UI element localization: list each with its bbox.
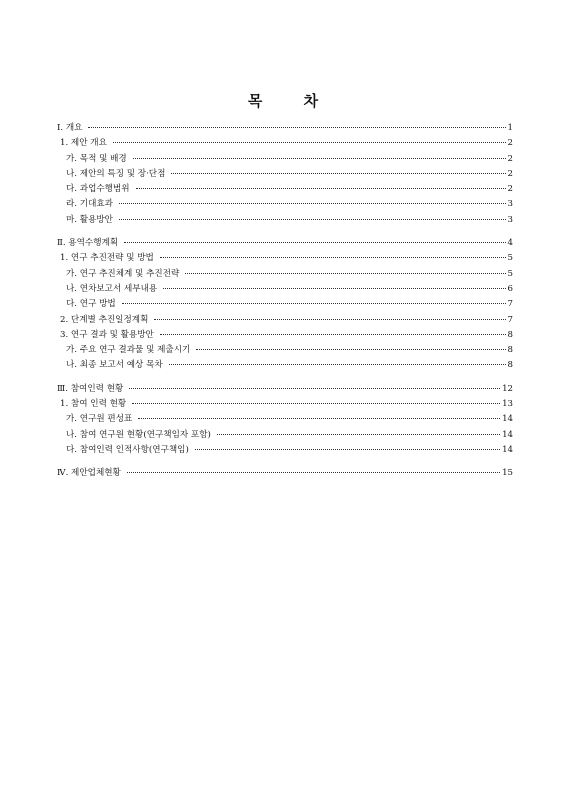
toc-entry-page: 8 — [507, 345, 513, 356]
leader-dots — [160, 257, 506, 258]
leader-dots — [185, 273, 505, 274]
toc-entry[interactable] — [57, 343, 513, 358]
toc-entry[interactable] — [57, 236, 513, 251]
toc-entry-label: 다. 과업수행범위 — [66, 184, 130, 195]
leader-dots — [88, 127, 505, 128]
toc-entry-page: 14 — [502, 444, 513, 455]
leader-dots — [127, 472, 500, 473]
leader-dots — [122, 303, 506, 304]
toc-entry[interactable] — [57, 412, 513, 427]
leader-dots — [119, 219, 506, 220]
toc-entry[interactable] — [57, 121, 513, 136]
toc-entry-page: 14 — [502, 414, 513, 425]
toc-entry-label: Ⅰ. 개요 — [57, 123, 83, 133]
toc-entry[interactable] — [57, 197, 513, 212]
leader-dots — [163, 288, 505, 289]
toc-entry-page: 5 — [507, 268, 513, 279]
toc-entry-page: 1 — [507, 123, 513, 133]
leader-dots — [169, 364, 506, 365]
toc-entry[interactable] — [57, 251, 513, 266]
toc-entry-label: 나. 연차보고서 세부내용 — [66, 283, 158, 294]
toc-entry-page: 6 — [507, 283, 513, 294]
toc-entry[interactable] — [57, 182, 513, 197]
toc-entry[interactable] — [57, 443, 513, 458]
table-of-contents — [57, 121, 513, 482]
toc-entry[interactable] — [57, 397, 513, 412]
toc-entry-label: Ⅲ. 참여인력 현황 — [57, 383, 124, 394]
leader-dots — [138, 418, 500, 419]
toc-entry-page: 3 — [507, 199, 513, 210]
leader-dots — [171, 173, 505, 174]
leader-dots — [196, 349, 505, 350]
toc-entry-page: 8 — [507, 360, 513, 371]
toc-entry-label: 1. 참여 인력 현황 — [60, 399, 127, 410]
toc-entry-page: 3 — [507, 214, 513, 225]
toc-entry-label: 마. 활용방안 — [66, 214, 113, 225]
toc-entry[interactable] — [57, 328, 513, 343]
toc-entry-page: 7 — [507, 314, 513, 325]
leader-dots — [119, 203, 506, 204]
leader-dots — [129, 388, 500, 389]
toc-entry-label: 3. 연구 결과 및 활용방안 — [60, 329, 154, 340]
toc-entry[interactable] — [57, 466, 513, 481]
leader-dots — [160, 334, 506, 335]
leader-dots — [136, 188, 506, 189]
leader-dots — [133, 158, 506, 159]
toc-entry-page: 2 — [507, 138, 513, 149]
toc-entry[interactable] — [57, 428, 513, 443]
toc-entry[interactable] — [57, 282, 513, 297]
leader-dots — [113, 142, 506, 143]
toc-entry-label: Ⅱ. 용역수행계획 — [57, 238, 119, 249]
toc-entry-page: 4 — [507, 238, 513, 249]
toc-entry-page: 2 — [507, 184, 513, 195]
toc-entry[interactable] — [57, 136, 513, 151]
toc-entry-label: 다. 연구 방법 — [66, 299, 116, 310]
toc-entry-page: 2 — [507, 153, 513, 164]
toc-entry-label: 나. 최종 보고서 예상 목차 — [66, 360, 163, 371]
toc-entry-label: 1. 제안 개요 — [60, 138, 107, 149]
toc-entry-page: 14 — [502, 429, 513, 440]
leader-dots — [124, 242, 505, 243]
page-title: 목 차 — [247, 92, 337, 110]
toc-entry-page: 5 — [507, 253, 513, 264]
toc-entry[interactable] — [57, 267, 513, 282]
toc-entry[interactable] — [57, 382, 513, 397]
toc-entry-page: 2 — [507, 168, 513, 179]
toc-entry-label: 가. 목적 및 배경 — [66, 153, 127, 164]
toc-entry[interactable] — [57, 297, 513, 312]
toc-entry[interactable] — [57, 313, 513, 328]
toc-entry-label: 가. 연구 추진체계 및 추진전략 — [66, 268, 180, 279]
leader-dots — [217, 434, 500, 435]
toc-entry-label: 나. 참여 연구원 현황(연구책임자 포함) — [66, 429, 211, 440]
toc-entry[interactable] — [57, 152, 513, 167]
leader-dots — [154, 319, 505, 320]
toc-entry-label: 라. 기대효과 — [66, 199, 113, 210]
toc-entry-label: 다. 참여인력 인적사항(연구책임) — [66, 444, 189, 455]
toc-entry[interactable] — [57, 213, 513, 228]
toc-entry-page: 12 — [502, 383, 513, 394]
leader-dots — [195, 449, 500, 450]
toc-entry-page: 8 — [507, 329, 513, 340]
leader-dots — [132, 403, 500, 404]
toc-entry-label: Ⅳ. 제안업체현황 — [57, 468, 121, 479]
toc-entry-page: 13 — [502, 399, 513, 410]
toc-entry-label: 가. 연구원 편성표 — [66, 414, 133, 425]
toc-entry-label: 나. 제안의 특징 및 장·단점 — [66, 168, 166, 179]
toc-entry[interactable] — [57, 358, 513, 373]
toc-entry-page: 15 — [502, 468, 513, 479]
toc-entry[interactable] — [57, 167, 513, 182]
toc-entry-label: 2. 단계별 추진일정계획 — [60, 314, 149, 325]
toc-entry-label: 가. 주요 연구 결과물 및 제출시기 — [66, 345, 191, 356]
toc-entry-page: 7 — [507, 299, 513, 310]
toc-entry-label: 1. 연구 추진전략 및 방법 — [60, 253, 154, 264]
